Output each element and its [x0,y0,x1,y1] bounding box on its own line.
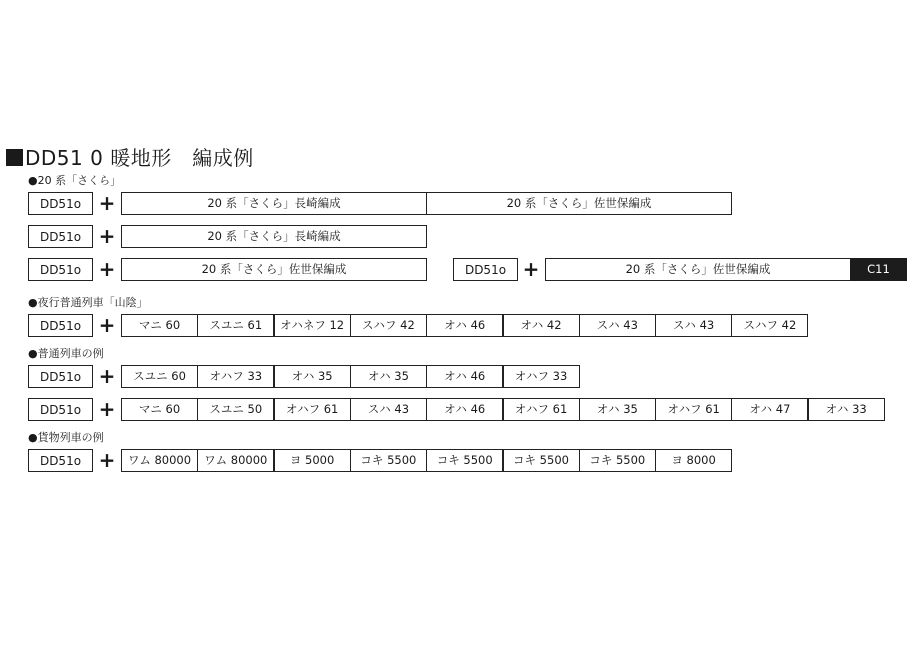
loco-box: DD51o [28,365,93,388]
car-box: スハ 43 [579,314,656,337]
car-box: オハ 35 [579,398,656,421]
loco-box: DD51o [28,192,93,215]
loco-box: DD51o [28,398,93,421]
sakura-sasebo-set: 20 系「さくら」佐世保編成 [121,258,427,281]
plus-icon: + [98,191,116,215]
section-label-sakura: ●20 系「さくら」 [28,174,122,187]
plus-icon: + [98,364,116,388]
loco-box: DD51o [453,258,518,281]
car-box: マニ 60 [121,398,198,421]
loco-box: DD51o [28,314,93,337]
car-box: コキ 5500 [350,449,427,472]
section-label-sanin: ●夜行普通列車「山陰」 [28,296,148,309]
car-box: オハ 35 [274,365,351,388]
car-box: オハフ 61 [274,398,351,421]
plus-icon: + [98,257,116,281]
car-box: ワム 80000 [121,449,198,472]
helper-loco-box: C11 [850,258,907,281]
car-box: スハ 43 [655,314,732,337]
car-box: スユニ 60 [121,365,198,388]
sakura-nagasaki-set: 20 系「さくら」長崎編成 [121,225,427,248]
car-box: オハ 33 [808,398,885,421]
square-bullet-icon [6,149,23,166]
sakura-nagasaki-set: 20 系「さくら」長崎編成 [121,192,427,215]
car-box: ワム 80000 [197,449,274,472]
car-box: オハ 46 [426,365,503,388]
car-box: オハフ 33 [503,365,580,388]
car-box: コキ 5500 [579,449,656,472]
plus-icon: + [98,313,116,337]
car-box: コキ 5500 [426,449,503,472]
car-box: オハフ 33 [197,365,274,388]
car-box: ヨ 5000 [274,449,351,472]
car-box: コキ 5500 [503,449,580,472]
car-box: オハ 46 [426,398,503,421]
car-box: オハ 42 [503,314,580,337]
plus-icon: + [98,224,116,248]
car-box: オハフ 61 [655,398,732,421]
page-title-text: DD51 0 暖地形 編成例 [25,146,254,170]
page-title [6,146,254,170]
sakura-sasebo-set: 20 系「さくら」佐世保編成 [426,192,732,215]
car-box: マニ 60 [121,314,198,337]
car-box: スユニ 61 [197,314,274,337]
section-label-kamotsu: ●貨物列車の例 [28,431,104,444]
plus-icon: + [98,448,116,472]
car-box: オハ 46 [426,314,503,337]
car-box: ヨ 8000 [655,449,732,472]
car-box: スユニ 50 [197,398,274,421]
car-box: オハ 35 [350,365,427,388]
loco-box: DD51o [28,258,93,281]
section-label-futsu: ●普通列車の例 [28,347,104,360]
car-box: スハフ 42 [350,314,427,337]
plus-icon: + [522,257,540,281]
plus-icon: + [98,397,116,421]
car-box: オハ 47 [731,398,808,421]
sakura-sasebo-set: 20 系「さくら」佐世保編成 [545,258,851,281]
loco-box: DD51o [28,449,93,472]
car-box: オハフ 61 [503,398,580,421]
car-box: オハネフ 12 [274,314,351,337]
car-box: スハフ 42 [731,314,808,337]
car-box: スハ 43 [350,398,427,421]
loco-box: DD51o [28,225,93,248]
